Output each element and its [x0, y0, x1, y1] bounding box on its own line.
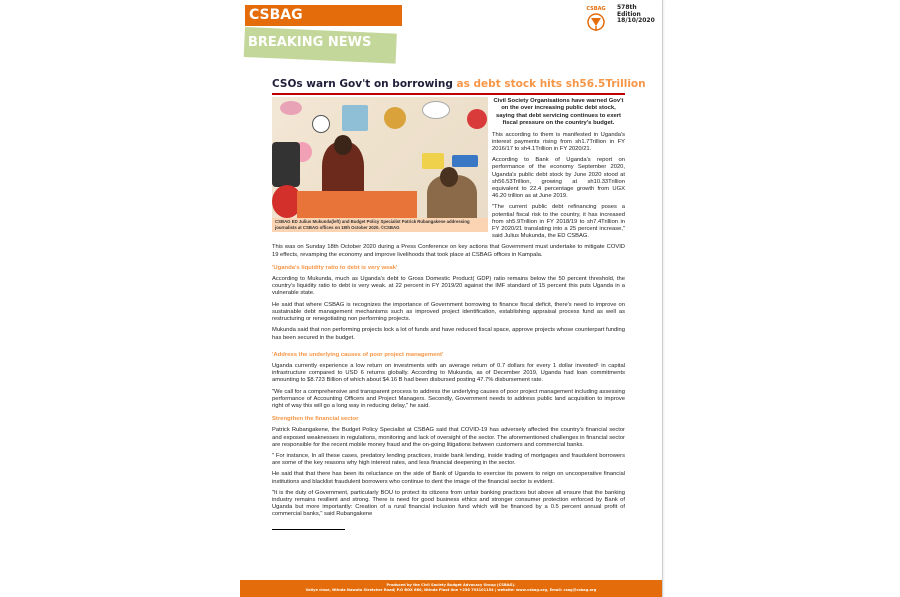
- paragraph: "It is the duty of Government, particularly BOU to protect its citizens from unfair banking practices but above all ensure that the banking industry remains resilient and strong. There is need for good business ethics and stronger consumer protection enforced by Bank of Uganda but more importantly: Creation of a rural financial inclusion fund which will be financed by a 0.5 percent annual profit of commercial banks," said Rubangakene: [272, 489, 625, 518]
- paragraph: "The current public debt refinancing poses a potential fiscal risk to the country, it has increased from sh5.9Trillion in FY 2018/19 to sh7.4Trillion in FY 2020/21 translating into a 25 percent increase," said Julius Mukunda, the ED CSBAG.: [492, 204, 625, 240]
- breaking-news-label: BREAKING NEWS: [248, 35, 372, 50]
- article-body: [272, 97, 625, 575]
- paragraph: According to Mukunda, much as Uganda's debt to Gross Domestic Product( GDP) ratio remains below the 50 percent threshold, the country's liquidity ratio to debt is very weak. at 22 percent in FY 2019/20 against the IMF standard of 15 percent this puts Uganda in a vulnerable state.: [272, 276, 625, 297]
- paragraph: This was on Sunday 18th October 2020 during a Press Conference on key actions that Government must undertake to mitigate COVID 19 effects, revamping the economy and improve livelihoods that took place at CSBAG offices in Kampala.: [272, 244, 625, 258]
- newsletter-page: [240, 0, 663, 597]
- paragraph: According to Bank of Uganda's report on performance of the economy September 2020, Uganda's public debt stock by June 2020 stood at sh56.53Trillion, growing at sh10.33Trillion equivalent to 22.4 percentage growth from UGX 46.20 trillion as at June 2019.: [492, 157, 625, 200]
- lead-paragraph: Civil Society Organisations have warned Gov't on the over increasing public debt stock, saying that debt servicing continues to exert fiscal pressure on the country's budget.: [493, 98, 624, 127]
- paragraph: " For instance, In all these cases, predatory lending practices, inside bank lending, inside trading of mortgages and fraudulent borrowers are some of the key reasons why high interest rates, and less financial deepening in the sector.: [272, 452, 625, 467]
- headline-rule: [272, 93, 625, 95]
- paragraph: Patrick Rubangakene, the Budget Policy Specialist at CSBAG said that COVID-19 has adversely affected the country's financial sector and exposed weaknesses in regulations, monitoring and lack of oversight of the sector. The aforementioned challenges in financial sector are responsible for the recent mobile money fraud and the on-going litigations between customers and commercial banks.: [272, 427, 625, 448]
- paragraph: Uganda currently experience a low return on investments with an average return of 0.7 dollars for every 1 dollar invested¹ in capital infrastructure compared to USD 6 returns globally. According to Mukunda, as of December 2019, Uganda had loan commitments amounting to $8.723 Billion of which about $4.16 B had been disbursed posting 47.7% disbursement rate.: [272, 362, 625, 384]
- subheading: 'Uganda's liquidity ratio to debt is very weak': [272, 264, 398, 271]
- paragraph: Mukunda said that non performing projects lock a lot of funds and have reduced fiscal space, approve projects whose counterpart funding has been secured in the budget.: [272, 327, 625, 341]
- article-figure: [272, 97, 488, 232]
- paragraph: He said that where CSBAG is recognizes the importance of Government borrowing to finance fiscal deficit, there's need to improve on sustainable debt management mechanisms such as improved project identification, establishing appraisal process fund as well as restructuring or renegotiating non performing projects.: [272, 301, 625, 323]
- paragraph: This according to them is manifested in Uganda's interest payments rising from sh1.7Trillion in FY 2016/17 to sh4.1Trillion in FY 2020/21.: [492, 131, 625, 153]
- headline: [272, 78, 646, 90]
- footnote-divider: [272, 529, 345, 530]
- subheading: Strengthen the financial sector: [272, 416, 359, 423]
- photo-caption: CSBAG ED Julius Mukunda(left) and Budget Policy Specialist Patrick Rubangakene addressing journalists at CSBAG offices on 18th October 2020. ©CSBAG: [272, 218, 488, 232]
- paragraph: He said that that there has been its reluctance on the side of Bank of Uganda to exercise its powers to reign on uncooperative financial institutions and blacklist fraudulent borrowers who continue to dent the image of the financial sector is evident.: [272, 471, 625, 485]
- page-footer: [240, 580, 662, 597]
- headline-main: CSOs warn Gov't on borrowing: [272, 78, 457, 90]
- brand-banner: CSBAG: [245, 5, 402, 26]
- issue-date: 18/10/2020: [617, 17, 655, 24]
- edition-number: 578th Edition: [617, 4, 641, 18]
- headline-highlight: as debt stock hits sh56.5Trillion: [456, 78, 646, 90]
- footer-producer: Produced by the Civil Society Budget Advocacy Group (CSBAG).: [386, 583, 516, 587]
- csbag-logo-icon: [582, 4, 610, 34]
- subheading: 'Address the underlying causes of poor project management': [272, 351, 444, 358]
- press-conference-photo: [272, 97, 488, 218]
- svg-text:CSBAG: CSBAG: [586, 6, 606, 12]
- footer-contact: Valiye close, Ntinda Nawata Stretcher Road| P.O BOX 660, Ntinda Plaot line +256 793101154 | website: www.csbag.org, Email: csag@csbag.org: [305, 588, 597, 592]
- paragraph: "We call for a comprehensive and transparent process to address the underlying causes of poor project management including assessing performance of Accounting Officers and Project Managers. Secondly, Government needs to address public land acquisition to improve right of way this will go a long way in reducing delay," he said.: [272, 388, 625, 409]
